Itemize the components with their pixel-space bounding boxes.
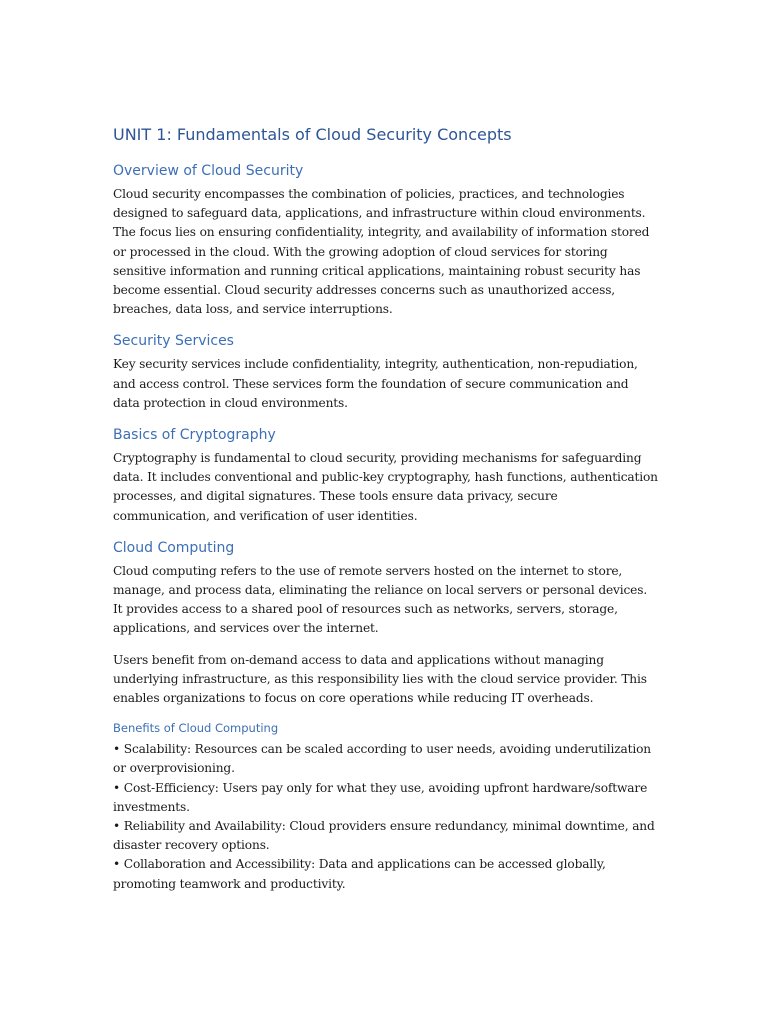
list-item: • Cost-Efficiency: Users pay only for what they use, avoiding upfront hardware/software investments.: [113, 780, 648, 814]
paragraph-cloud-computing-1: Cloud computing refers to the use of remote servers hosted on the internet to store, manage, and process data, eliminating the reliance on local servers or personal devices. It provides access to a shared pool of resources such as networks, servers, storage, applications, and services over the internet.: [113, 563, 648, 636]
list-item: • Scalability: Resources can be scaled according to user needs, avoiding underutilization or overprovisioning.: [113, 742, 652, 776]
list-item: • Reliability and Availability: Cloud providers ensure redundancy, minimal downtime, and disaster recovery options.: [113, 819, 655, 853]
heading-cloud-computing: Cloud Computing: [113, 539, 235, 556]
benefits-list: [113, 740, 658, 894]
document-title: UNIT 1: Fundamentals of Cloud Security Concepts: [113, 125, 512, 144]
document-page: [113, 124, 658, 894]
paragraph-overview: Cloud security encompasses the combination of policies, practices, and technologies designed to safeguard data, applications, and infrastructure within cloud environments. The focus lies on ensuring confidentiality, integrity, and availability of information stored or processed in the cloud. With the growing adoption of cloud services for storing sensitive information and running critical applications, maintaining robust security has become essential. Cloud security addresses concerns such as unauthorized access, breaches, data loss, and service interruptions.: [113, 187, 650, 317]
paragraph-cryptography: Cryptography is fundamental to cloud security, providing mechanisms for safeguarding data. It includes conventional and public-key cryptography, hash functions, authentication processes, and digital signatures. These tools ensure data privacy, secure communication, and verification of user identities.: [113, 451, 658, 523]
paragraph-security-services: Key security services include confidentiality, integrity, authentication, non-repudiation, and access control. These services form the foundation of secure communication and data protection in cloud environments.: [113, 357, 638, 410]
heading-overview: Overview of Cloud Security: [113, 163, 304, 179]
heading-security-services: Security Services: [113, 333, 234, 350]
paragraph-cloud-computing-2: Users benefit from on-demand access to data and applications without managing underlying infrastructure, as this responsibility lies with the cloud service provider. This enables organizations to focus on core operations while reducing IT overheads.: [113, 652, 647, 706]
heading-benefits: Benefits of Cloud Computing: [113, 721, 279, 736]
list-item: • Collaboration and Accessibility: Data and applications can be accessed globally, promoting teamwork and productivity.: [113, 857, 606, 891]
heading-cryptography: Basics of Cryptography: [113, 427, 276, 444]
